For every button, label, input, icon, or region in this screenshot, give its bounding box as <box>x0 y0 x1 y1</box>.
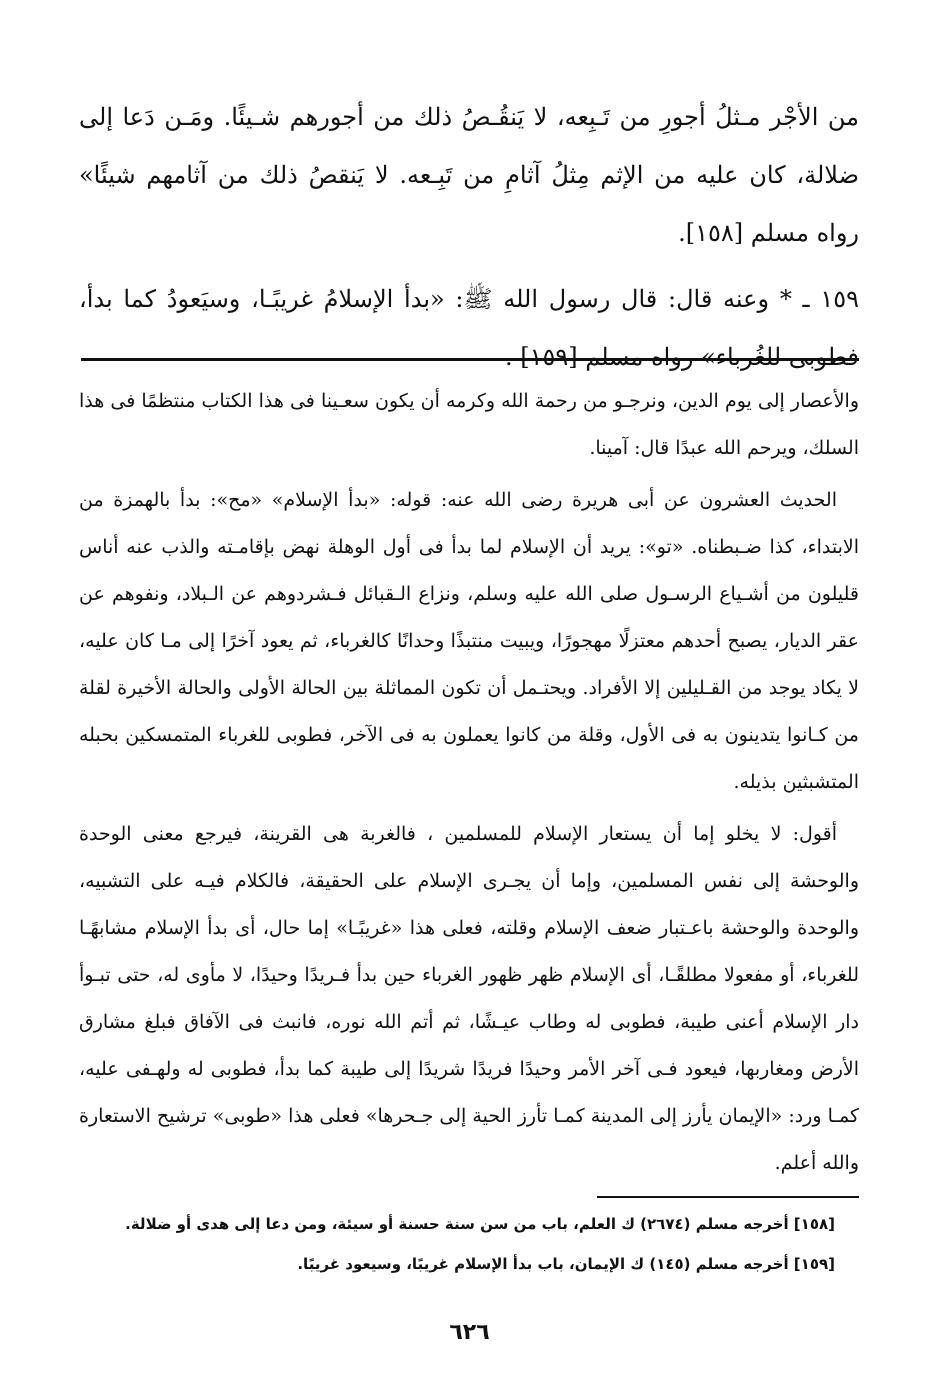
footnote-divider <box>597 1196 859 1198</box>
commentary-paragraph-3: أقول: لا يخلو إما أن يستعار الإسلام للمسلمين ، فالغربة هى القرينة، فيرجع معنى الوحدة والوحشة إلى نفس المسلمين، وإما أن يجـرى الإسلام على الحقيقة، فالكلام فيـه على التشبيه، والوحدة والوحشة باعـتبار ضعف الإسلام وقلته، فعلى هذا «غريبًـا» إما حال، أى بدأ الإسلام مشابهًـا للغرباء، أو مفعولا مطلقًـا، أى الإسلام ظهر ظهور الغرباء حين بدأ فـريدًا وحيدًا، لا مأوى له، حتى تبـوأ دار الإسلام أعنى طيبة، فطوبى له وطاب عيـشًا، ثم أتم الله نوره، فانبث فى الآفاق فبلغ مشارق الأرض ومغاربها، فيعود فـى آخر الأمر وحيدًا فريدًا شريدًا إلى طيبة كما بدأ، فطوبى له ولهـفى عليه، كمـا ورد: «الإيمان يأرز إلى المدينة كمـا تأرز الحية إلى جـحرها» فعلى هذا «طوبى» ترشيح الاستعارة والله أعلم. <box>79 823 859 1174</box>
hadith-text-block <box>79 88 859 386</box>
page-number: ٦٢٦ <box>449 1320 490 1345</box>
hadith-159: ١٥٩ ـ * وعنه قال: قال رسول الله ﷺ: «بدأ الإسلامُ غريبًـا، وسيَعودُ كما بدأ، فطوبى للغُرباء» رواه مسلم [١٥٩] . <box>79 285 859 371</box>
commentary-paragraph-1: والأعصار إلى يوم الدين، ونرجـو من رحمة الله وكرمه أن يكون سعـينا فى هذا الكتاب منتظمًا فى هذا السلك، ويرحم الله عبدًا قال: آمينا. <box>79 390 859 459</box>
footnote-159: [١٥٩] أخرجه مسلم (١٤٥) ك الإيمان، باب بدأ الإسلام غريبًا، وسيعود غريبًا. <box>297 1255 835 1273</box>
commentary-paragraph-2: الحديث العشرون عن أبى هريرة رضى الله عنه: قوله: «بدأ الإسلام» «مح»: بدأ بالهمزة من الابتداء، كذا ضـبطناه. «تو»: يريد أن الإسلام لما بدأ فى أول الوهلة نهض بإقامـته والذب عنه أناس قليلون من أشـياع الرسـول صلى الله عليه وسلم، ونزاع الـقبائل فـشردوهم عن الـبلاد، ونفوهم عن عقر الديار، يصبح أحدهم معتزلًا مهجورًا، ويبيت منتبذًا وحدانًا كالغرباء، ثم يعود آخرًا إلى مـا كان عليه، لا يكاد يوجد من القـليلين إلا الأفراد. ويحتـمل أن تكون المماثلة بين الحالة الأولى والحالة الأخيرة لقلة من كـانوا يتدينون به فى الأول، وقلة من كانوا يعملون به فى الآخر، فطوبى للغرباء المتمسكين بحبله المتشبثين بذيله. <box>79 489 859 793</box>
commentary-block <box>79 378 859 1187</box>
footnotes-block <box>79 1204 835 1284</box>
section-divider <box>81 358 859 361</box>
footnote-158: [١٥٨] أخرجه مسلم (٢٦٧٤) ك العلم، باب من سن سنة حسنة أو سيئة، ومن دعا إلى هدى أو ضلالة. <box>125 1215 835 1233</box>
hadith-158-continuation: من الأجْر مـثلُ أجورِ من تَـبِعه، لا يَنقُـصُ ذلك من أجورهم شـيئًا. ومَـن دَعا إلى ضلالة، كان عليه من الإثم مِثلُ آثامِ من تَبِـعه. لا يَنقصُ ذلك من آثامهم شيئًا» رواه مسلم [١٥٨]. <box>79 103 860 247</box>
